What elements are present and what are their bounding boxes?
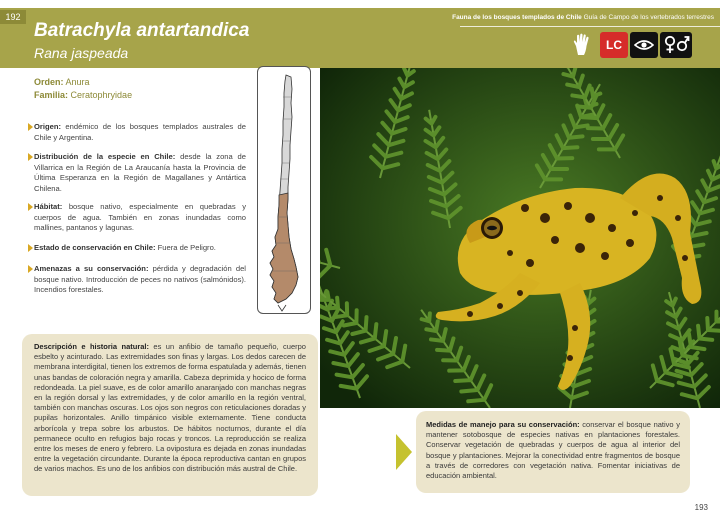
origin-label: Origen:: [34, 122, 62, 131]
management-text: conservar el bosque nativo y mantener sotobosque de especies nativas en plantaciones forestales. Conservar vegetación de quebradas y cuerpos de agua al interior del bosque y plantaciones. Mejorar la conectividad entre fragmentos de bosque a través de corredores con vegetación nativa. Fomentar iniciativas de educación ambiental.: [426, 420, 680, 481]
threats-text: pérdida y degradación del bosque nativo. Introducción de peces no nativos (salmónidos). Incendios forestales.: [34, 264, 246, 294]
bullet-arrow-icon: [28, 123, 33, 131]
page-header: [0, 0, 720, 68]
series-title-bold: Fauna de los bosques templados de Chile: [452, 14, 582, 21]
habitat-block: [28, 202, 246, 234]
distribution-label: Distribución de la especie en Chile:: [34, 152, 176, 161]
distribution-text: desde la zona de Villarrica en la Región de La Araucanía hasta la Provincia de Última Esperanza en la Región de Magallanes y Antártica Chilena.: [34, 152, 246, 193]
order-label: Orden:: [34, 77, 64, 87]
status-block: [28, 243, 246, 254]
common-name: Rana jaspeada: [34, 45, 129, 61]
series-title: [452, 14, 714, 21]
hand-icon: [569, 32, 597, 58]
management-box: [416, 411, 690, 493]
threats-block: [28, 264, 246, 296]
order-value: Anura: [65, 77, 90, 87]
bullet-arrow-icon: [28, 153, 33, 161]
order-line: [34, 76, 132, 89]
bullet-arrow-icon: [28, 244, 33, 252]
origin-text: endémico de los bosques templados australes de Chile y Argentina.: [34, 122, 246, 142]
bullet-arrow-icon: [28, 203, 33, 211]
species-photo: [320, 68, 720, 408]
distribution-block: [28, 152, 246, 194]
origin-block: [28, 122, 246, 143]
series-divider: [460, 26, 720, 27]
conservation-status-badge: LC: [600, 32, 628, 58]
distribution-map: [257, 66, 311, 314]
bullet-arrow-icon: [28, 265, 33, 273]
description-label: Descripción e historia natural:: [34, 342, 149, 351]
family-label: Familia:: [34, 90, 69, 100]
status-text: Fuera de Peligro.: [155, 243, 216, 252]
family-line: [34, 89, 132, 102]
eye-icon: [630, 32, 658, 58]
taxonomy: [34, 76, 132, 102]
page-number-top: 192: [0, 10, 26, 24]
threats-label: Amenazas a su conservación:: [34, 264, 149, 273]
description-box: [22, 334, 318, 496]
family-value: Ceratophryidae: [70, 90, 133, 100]
status-label: Estado de conservación en Chile:: [34, 243, 156, 252]
male-female-icon: [660, 32, 692, 58]
description-text: es un anfibio de tamaño pequeño, cuerpo esbelto y acinturado. Las extremidades son finas y largas. Los dedos carecen de membrana interdigital, tienen los extremos de forma espatulada y además, tienen unas bandas de coloración negra y amarilla. Cabeza deprimida y hocico de forma redondeada. La piel suave, es de color amarillo anaranjado con manchas negras en la región dorsal y las extremidades, y de color amarillo en la región ventral, también con manchas oscuras. Los ojos son negros con reticulaciones doradas y pupilas horizontales. Anillo timpánico visible externamente. Tiene conducta arborícola y trepa sobre los arbustos. De hábitos nocturnos, durante el día permanece oculto en refugios bajo rocas y troncos. La reproducción se realiza entre los meses de enero y febrero. La ovipostura es dejada en zonas inundadas entre la vegetación circundante. Durante la época reproductiva cantan en grupos de varios machos. Es uno de los anfibios con distribución más austral de Chile.: [34, 342, 306, 474]
page-number-bottom: 193: [694, 503, 708, 512]
series-title-rest: Guía de Campo de los vertebrados terrestres: [581, 14, 714, 21]
habitat-label: Hábitat:: [34, 202, 63, 211]
management-label: Medidas de manejo para su conservación:: [426, 420, 580, 429]
habitat-text: bosque nativo, especialmente en quebradas y cuerpos de agua. También en zonas inundadas como mallines, pantanos y lagunas.: [34, 202, 246, 232]
management-arrow-icon: [394, 432, 414, 477]
species-title: Batrachyla antartandica: [34, 20, 250, 41]
